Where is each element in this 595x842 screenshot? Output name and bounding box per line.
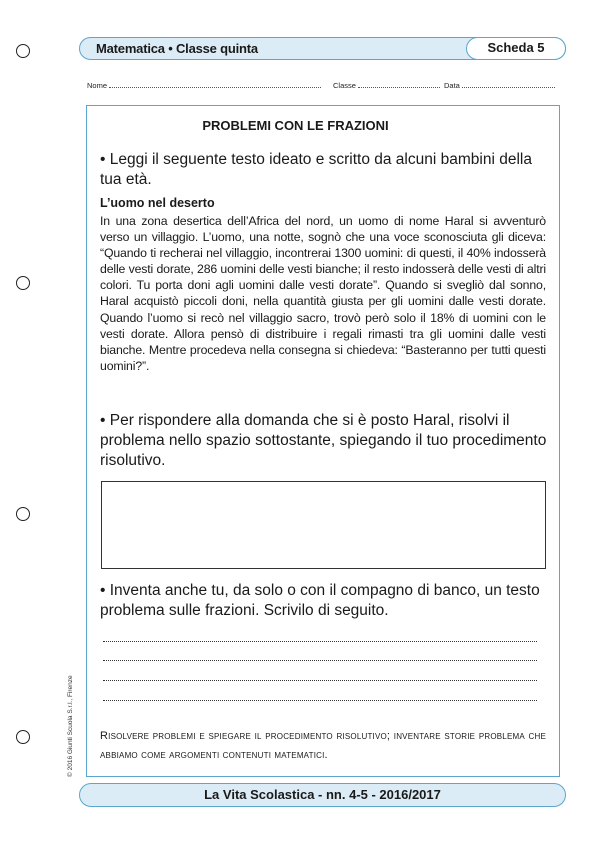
invent-instruction: • Inventa anche tu, da solo o con il compagno di banco, un testo problema sulle frazioni. Scrivilo di seguito.	[100, 582, 540, 619]
writing-line-4[interactable]	[103, 700, 537, 701]
name-field[interactable]	[87, 81, 321, 90]
date-field[interactable]	[444, 81, 555, 90]
binder-hole-2	[16, 276, 30, 290]
writing-line-1[interactable]	[103, 641, 537, 642]
subject-title: Matematica • Classe quinta	[96, 41, 258, 56]
copyright-note: © 2016 Giunti Scuola S.r.l., Firenze	[67, 675, 74, 777]
story-text: In una zona desertica dell’Africa del nord, un uomo di nome Haral si avventurò verso un villaggio. L’uomo, una notte, sognò che una voce sconosciuta gli diceva: “Quando ti recherai nel villaggio, incontrerai 1300 uomini: di questi, il 40% indosserà delle vesti dorate, 286 uomini delle vesti bianche; il resto indosserà delle vesti di altri colori. Tu porta doni agli uomini dalle vesti dorate”. Quando si svegliò dal sonno, Haral acquistò piccoli doni, nella quantità giusta per gli uomini dalle vesti dorate. Quando l’uomo si recò nel villaggio sacro, trovò però solo il 18% di uomini con le vesti dorate. Allora pensò di distribuire i regali rimasti tra gli uomini dalle vesti bianche. Mentre procedeva nella consegna si chiedeva: “Basteranno per tutti questi uomini?”.	[100, 214, 546, 373]
class-label: Classe	[333, 81, 356, 90]
binder-hole-3	[16, 507, 30, 521]
name-line	[109, 81, 321, 88]
answer-box[interactable]	[101, 481, 546, 569]
learning-objectives: Risolvere problemi e spiegare il procedimento risolutivo; inventare storie problema che abbiamo come argomenti contenuti matematici.	[100, 730, 546, 761]
header-bar	[79, 37, 566, 60]
writing-line-3[interactable]	[103, 680, 537, 681]
name-label: Nome	[87, 81, 108, 90]
date-label: Data	[444, 81, 460, 90]
footer-bar: La Vita Scolastica - nn. 4-5 - 2016/2017	[79, 783, 566, 807]
writing-line-2[interactable]	[103, 660, 537, 661]
answer-instruction: • Per rispondere alla domanda che si è posto Haral, risolvi il problema nello spazio sottostante, spiegando il tuo procedimento risolutivo.	[100, 412, 547, 469]
scheda-label: Scheda 5	[466, 37, 566, 60]
binder-hole-4	[16, 730, 30, 744]
class-line	[358, 81, 440, 88]
student-info-fields	[87, 81, 559, 93]
worksheet-title: PROBLEMI CON LE FRAZIONI	[202, 118, 389, 133]
class-field[interactable]	[333, 81, 440, 90]
binder-hole-1	[16, 44, 30, 58]
date-line	[462, 81, 555, 88]
story-title: L’uomo nel deserto	[100, 196, 215, 210]
intro-instruction: • Leggi il seguente testo ideato e scritto da alcuni bambini della tua età.	[100, 151, 532, 188]
